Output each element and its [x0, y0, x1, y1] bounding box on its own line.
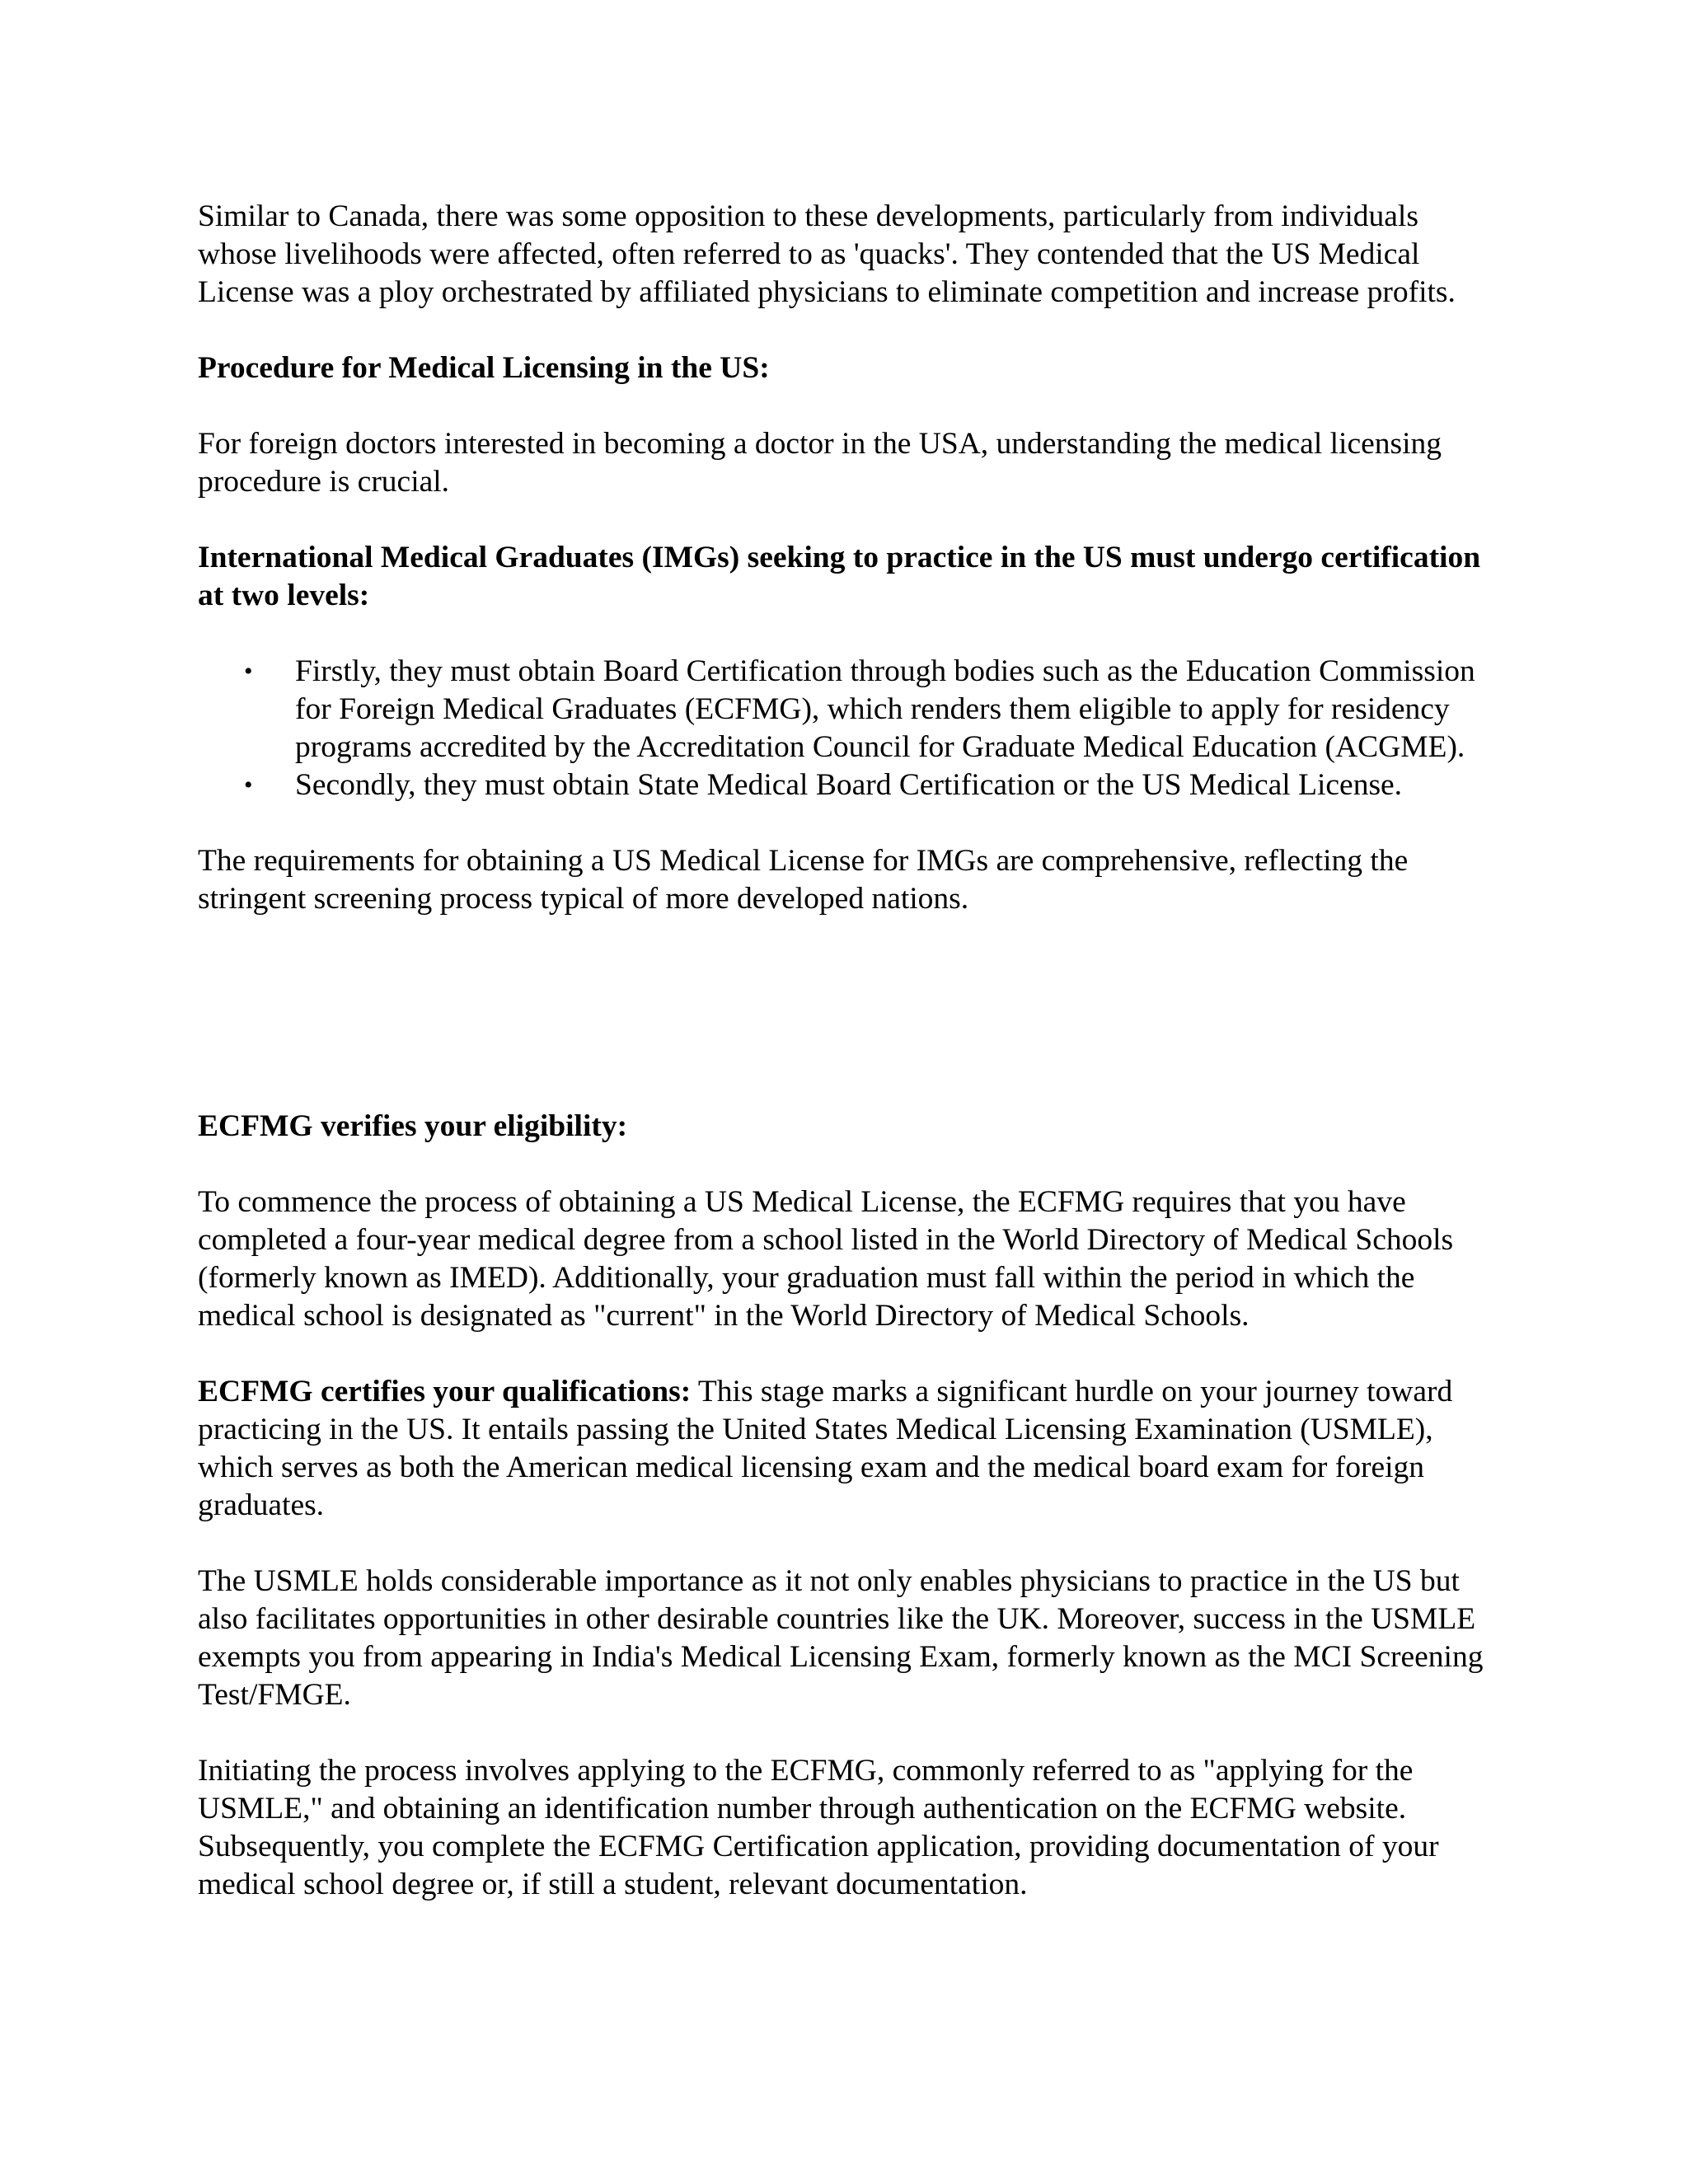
list-item-text: Firstly, they must obtain Board Certification through bodies such as the Education Commission for Foreign Medical Graduates (ECFMG), which renders them eligible to apply for residency programs accredited by the Accreditation Council for Graduate Medical Education (ACGME). — [295, 654, 1475, 764]
certifies-body: This stage marks a significant hurdle on your journey toward practicing in the US. It entails passing the United States Medical Licensing Examination (USMLE), which serves as both the American medical licensing exam and the medical board exam for foreign graduates. — [198, 1375, 1453, 1522]
document-page — [198, 198, 1500, 1942]
list-item — [244, 653, 1500, 766]
initiating-paragraph: Initiating the process involves applying to the ECFMG, commonly referred to as "applying for the USMLE," and obtaining an identification number through authentication on the ECFMG website. Subsequently, you complete the ECFMG Certification application, providing documentation of your medical school degree or, if still a student, relevant documentation. — [198, 1754, 1439, 1901]
bullet-icon: • — [244, 771, 253, 799]
certification-levels-list — [198, 653, 1500, 804]
foreign-doctors-paragraph: For foreign doctors interested in becoming a doctor in the USA, understanding the medical licensing procedure is crucial. — [198, 427, 1442, 499]
procedure-heading: Procedure for Medical Licensing in the US: — [198, 351, 770, 385]
requirements-paragraph: The requirements for obtaining a US Medical License for IMGs are comprehensive, reflecting the stringent screening process typical of more developed nations. — [198, 844, 1409, 916]
verifies-heading: ECFMG verifies your eligibility: — [198, 1109, 628, 1143]
intro-paragraph: Similar to Canada, there was some opposition to these developments, particularly from individuals whose livelihoods were affected, often referred to as 'quacks'. They contended that the US Medical License was a ploy orchestrated by affiliated physicians to eliminate competition and increase profits. — [198, 199, 1456, 309]
imgs-heading: International Medical Graduates (IMGs) seeking to practice in the US must undergo certification at two levels: — [198, 541, 1481, 612]
usmle-paragraph: The USMLE holds considerable importance as it not only enables physicians to practice in the US but also facilitates opportunities in other desirable countries like the UK. Moreover, success in the USMLE exempts you from appearing in India's Medical Licensing Exam, formerly known as the MCI Screening Test/FMGE. — [198, 1564, 1484, 1712]
list-item-text: Secondly, they must obtain State Medical Board Certification or the US Medical License. — [295, 768, 1403, 802]
bullet-icon: • — [244, 658, 253, 685]
certifies-paragraph — [198, 1373, 1500, 1525]
blank-space — [198, 956, 1500, 1108]
list-item — [244, 766, 1500, 804]
certifies-lead: ECFMG certifies your qualifications: — [198, 1375, 692, 1408]
commence-paragraph: To commence the process of obtaining a US Medical License, the ECFMG requires that you have completed a four-year medical degree from a school listed in the World Directory of Medical Schools (formerly known as IMED). Additionally, your graduation must fall within the period in which the medical school is designated as "current" in the World Directory of Medical Schools. — [198, 1185, 1454, 1333]
